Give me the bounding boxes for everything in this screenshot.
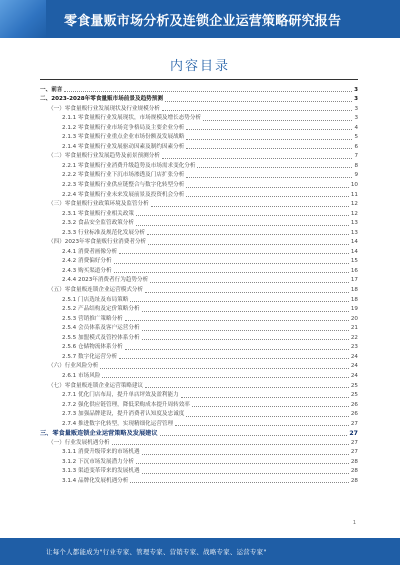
toc-entry-page: 14 (350, 239, 358, 246)
toc-entry-title: （五）零食量贩连锁企业运营模式分析 (48, 287, 144, 294)
toc-dot-leader (142, 330, 349, 331)
toc-entry[interactable] (40, 304, 358, 314)
toc-entry-page: 26 (350, 401, 358, 408)
toc-entry[interactable] (40, 132, 358, 142)
toc-entry[interactable] (40, 466, 358, 476)
toc-entry-title: （二）零食量贩行业发展趋势及前景预测分析 (48, 153, 160, 160)
toc-entry-title: （七）零食量贩连锁企业运营策略建议 (48, 382, 144, 389)
footer-banner (0, 538, 400, 565)
toc-dot-leader (203, 120, 352, 121)
toc-entry-page: 4 (354, 124, 358, 131)
toc-entry[interactable] (40, 208, 358, 218)
toc-entry-title: 2.1.2 零食量贩行业市场竞争格局及主要企业分析 (62, 124, 185, 131)
toc-entry[interactable] (40, 323, 358, 333)
toc-dot-leader (142, 339, 349, 340)
toc-entry-title: 2.5.1 门店选址及布局策略 (62, 296, 129, 303)
toc-dot-leader (114, 272, 349, 273)
toc-dot-leader (186, 139, 352, 140)
toc-entry-page: 28 (350, 468, 358, 475)
toc-entry-title: 2.5.5 加盟模式及管控体系分析 (62, 334, 140, 341)
toc-dot-leader (130, 482, 349, 483)
toc-entry[interactable] (40, 380, 358, 390)
toc-dot-leader (136, 225, 349, 226)
toc-dot-leader (114, 263, 349, 264)
toc-dot-leader (142, 473, 349, 474)
toc-entry[interactable] (40, 428, 358, 438)
toc-entry[interactable] (40, 94, 358, 104)
toc-entry[interactable] (40, 160, 358, 170)
toc-entry[interactable] (40, 246, 358, 256)
toc-dot-leader (186, 177, 352, 178)
toc-entry[interactable] (40, 170, 358, 180)
page-number: 1 (352, 520, 356, 526)
toc-entry-title: 2.3.3 行业标准及规范化发展分析 (62, 229, 146, 236)
toc-dot-leader (186, 416, 349, 417)
toc-entry-title: 2.6.1 市场风险 (62, 372, 101, 379)
toc-entry-title: 2.4.4 2023年消费者行为趋势分析 (62, 277, 149, 284)
toc-entry-title: 2.2.3 零食量贩行业供应链整合与数字化转型分析 (62, 182, 185, 189)
toc-entry[interactable] (40, 370, 358, 380)
toc-entry-title: 2.4.3 购买渠道分析 (62, 267, 112, 274)
toc-entry-title: 2.7.1 优化门店布局，提升单店坪效及盈利能力 (62, 392, 179, 399)
toc-entry[interactable] (40, 418, 358, 428)
toc-entry-title: 2.7.4 推进数字化转型，实现精细化运营管理 (62, 420, 174, 427)
toc-entry-page: 3 (354, 96, 358, 103)
toc-dot-leader (102, 377, 348, 378)
toc-entry[interactable] (40, 409, 358, 419)
toc-dot-leader (147, 234, 349, 235)
toc-dot-leader (136, 215, 349, 216)
toc-dot-leader (150, 282, 349, 283)
toc-entry-page: 27 (350, 420, 358, 427)
toc-entry-page: 17 (350, 277, 358, 284)
toc-entry[interactable] (40, 447, 358, 457)
toc-entry[interactable] (40, 113, 358, 123)
toc-dot-leader (142, 311, 349, 312)
toc-entry-page: 10 (350, 182, 358, 189)
toc-entry[interactable] (40, 141, 358, 151)
toc-entry-page: 13 (350, 220, 358, 227)
toc-dot-leader (119, 253, 349, 254)
toc-entry-page: 3 (354, 105, 358, 112)
toc-entry-page: 15 (350, 258, 358, 265)
toc-entry[interactable] (40, 294, 358, 304)
toc-entry-title: 2.5.2 产品结构及定价策略分析 (62, 306, 140, 313)
toc-dot-leader (181, 397, 349, 398)
toc-entry-title: （六）行业风险分析 (48, 363, 99, 370)
toc-entry[interactable] (40, 265, 358, 275)
toc-entry-title: 2.2.4 零食量贩行业未来发展前景及投资机会分析 (62, 191, 185, 198)
toc-entry-title: 3.1.4 品牌化发展机遇分析 (62, 477, 129, 484)
toc-dot-leader (119, 358, 349, 359)
toc-entry-page: 20 (350, 315, 358, 322)
toc-entry-title: 3.1.3 渠道变革带来的发展机遇 (62, 468, 140, 475)
toc-dot-leader (197, 167, 352, 168)
toc-entry-page: 7 (354, 153, 358, 160)
toc-entry[interactable] (40, 332, 358, 342)
toc-entry[interactable] (40, 275, 358, 285)
toc-entry-title: 3.1.1 消费升级带来的市场机遇 (62, 449, 140, 456)
report-title: 零食量贩市场分析及连锁企业运营策略研究报告 (64, 14, 342, 29)
toc-entry-title: 三、零食量贩连锁企业运营策略及发展建议 (40, 430, 158, 438)
toc-entry-page: 28 (350, 458, 358, 465)
toc-dot-leader (175, 425, 349, 426)
toc-entry-page: 25 (350, 382, 358, 389)
toc-entry-page: 18 (350, 287, 358, 294)
toc-entry[interactable] (40, 342, 358, 352)
toc-entry-title: 2.3.2 食品安全监管政策分析 (62, 220, 134, 227)
toc-entry-page: 27 (350, 449, 358, 456)
toc-entry-page: 13 (350, 229, 358, 236)
toc-entry-title: 2.5.7 数字化运营分析 (62, 353, 118, 360)
toc-dot-leader (142, 454, 349, 455)
toc-entry[interactable] (40, 256, 358, 266)
toc-entry-title: 2.3.1 零食量贩行业相关政策 (62, 210, 134, 217)
toc-entry-title: 2.7.3 加强品牌建设，提升消费者认知度及忠诚度 (62, 411, 185, 418)
toc-dot-leader (186, 196, 349, 197)
toc-entry-title: （一）零食量贩行业发展现状及行业规模分析 (48, 105, 160, 112)
toc-entry[interactable] (40, 284, 358, 294)
toc-dot-leader (162, 110, 353, 111)
toc-entry[interactable] (40, 179, 358, 189)
toc-entry-page: 25 (350, 392, 358, 399)
toc-dot-leader (125, 349, 349, 350)
toc-dot-leader (186, 148, 352, 149)
toc-entry[interactable] (40, 218, 358, 228)
toc-entry-page: 9 (354, 172, 358, 179)
toc-entry-page: 6 (354, 143, 358, 150)
toc-entry-page: 14 (350, 248, 358, 255)
toc-entry-page: 22 (350, 334, 358, 341)
toc-entry-page: 26 (350, 411, 358, 418)
toc-entry[interactable] (40, 122, 358, 132)
footer-slogan: 让每个人都能成为"行业专家、管理专家、营销专家、战略专家、运营专家" (46, 548, 267, 556)
toc-entry-page: 12 (350, 201, 358, 208)
toc-entry-page: 24 (350, 363, 358, 370)
toc-entry-title: （四）2023年零食量贩行业消费者分析 (48, 239, 147, 246)
toc-entry-title: 2.4.1 消费者画像分析 (62, 248, 118, 255)
toc-entry-title: 2.1.4 零食量贩行业发展驱动因素及制约因素分析 (62, 143, 185, 150)
toc-entry[interactable] (40, 199, 358, 209)
toc-entry[interactable] (40, 399, 358, 409)
toc-dot-leader (186, 187, 349, 188)
toc-entry[interactable] (40, 456, 358, 466)
toc-entry-title: 一、前言 (40, 86, 63, 93)
toc-entry-page: 27 (349, 430, 358, 438)
table-of-contents (40, 84, 358, 485)
toc-entry-page: 24 (350, 353, 358, 360)
toc-entry-page: 27 (350, 439, 358, 446)
toc-entry[interactable] (40, 151, 358, 161)
toc-entry[interactable] (40, 361, 358, 371)
toc-entry-title: 3.1.2 下沉市场发展潜力分析 (62, 458, 134, 465)
toc-entry-title: 2.1.1 零食量贩行业发展现状，市场规模及增长态势分析 (62, 115, 202, 122)
toc-entry[interactable] (40, 189, 358, 199)
toc-dot-leader (186, 129, 352, 130)
toc-entry-title: 2.4.2 消费偏好分析 (62, 258, 112, 265)
toc-entry-page: 8 (354, 162, 358, 169)
toc-entry[interactable] (40, 84, 358, 94)
toc-divider (40, 79, 358, 80)
toc-entry-page: 3 (354, 115, 358, 122)
toc-entry-page: 3 (354, 86, 358, 93)
toc-entry-page: 24 (350, 372, 358, 379)
toc-dot-leader (64, 91, 352, 92)
header-accent-stripe (0, 0, 46, 38)
toc-entry[interactable] (40, 437, 358, 447)
toc-entry-title: 2.7.2 强化供应链管理，降低采购成本提升周转效率 (62, 401, 190, 408)
toc-entry-title: 2.2.1 零食量贩行业消费升级趋势及市场需求变化分析 (62, 162, 196, 169)
header-banner (0, 0, 400, 38)
toc-entry-page: 16 (350, 267, 358, 274)
toc-entry-page: 18 (350, 296, 358, 303)
toc-entry-title: 2.1.3 零食量贩行业重点企业市场份额及发展战略 (62, 134, 185, 141)
toc-dot-leader (151, 206, 349, 207)
toc-dot-leader (130, 301, 349, 302)
toc-dot-leader (165, 101, 352, 102)
toc-entry[interactable] (40, 103, 358, 113)
toc-dot-leader (148, 244, 349, 245)
toc-entry-page: 11 (350, 191, 358, 198)
toc-entry-page: 28 (350, 477, 358, 484)
toc-entry-title: 2.5.4 会员体系及客户运营分析 (62, 325, 140, 332)
toc-dot-leader (125, 320, 349, 321)
toc-entry-page: 19 (350, 306, 358, 313)
toc-dot-leader (112, 444, 349, 445)
toc-dot-leader (160, 435, 348, 436)
toc-dot-leader (145, 292, 349, 293)
toc-entry-page: 21 (350, 325, 358, 332)
toc-entry-title: 2.2.2 零食量贩行业下沉市场渗透及门店扩张分析 (62, 172, 185, 179)
toc-entry-title: 2.5.6 仓储物流体系分析 (62, 344, 123, 351)
toc-entry[interactable] (40, 313, 358, 323)
toc-entry-title: （三）零食量贩行业政策环境及监管分析 (48, 201, 149, 208)
toc-entry[interactable] (40, 351, 358, 361)
toc-entry[interactable] (40, 227, 358, 237)
toc-dot-leader (162, 158, 353, 159)
toc-dot-leader (100, 368, 349, 369)
toc-dot-leader (145, 387, 349, 388)
toc-entry[interactable] (40, 475, 358, 485)
toc-entry-page: 23 (350, 344, 358, 351)
toc-heading: 内容目录 (169, 59, 230, 74)
toc-entry-page: 12 (350, 210, 358, 217)
toc-dot-leader (136, 463, 349, 464)
toc-dot-leader (192, 406, 349, 407)
toc-entry-title: （一）行业发展机遇分析 (48, 439, 110, 446)
toc-entry-page: 5 (354, 134, 358, 141)
toc-entry-title: 二、2023-2028年零食量贩市场前景及趋势预测 (40, 96, 163, 103)
toc-entry[interactable] (40, 237, 358, 247)
toc-entry-title: 2.5.3 营销推广策略分析 (62, 315, 123, 322)
toc-entry[interactable] (40, 390, 358, 400)
